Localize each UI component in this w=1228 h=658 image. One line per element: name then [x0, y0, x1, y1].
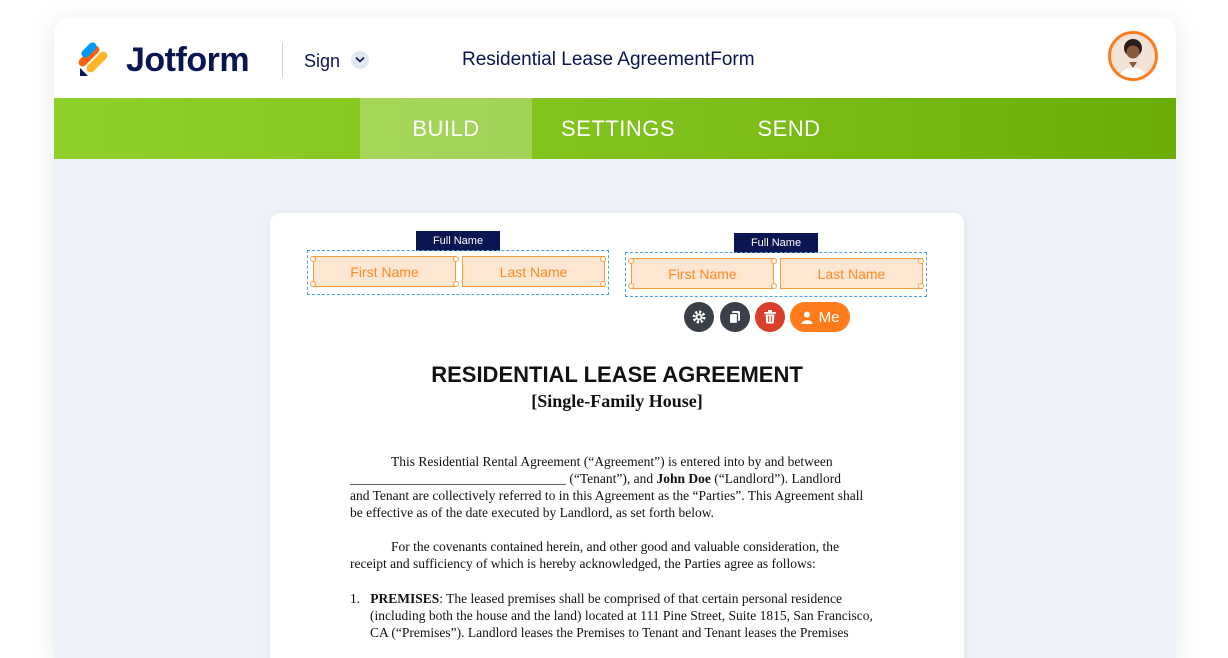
resize-handle[interactable]	[310, 281, 316, 287]
premises-line: (including both the house and the land) located at 111 Pine Street, Suite 1815, San Francisco,	[370, 608, 873, 623]
tenant-blank: ________________________________ (“Tenant”), and	[350, 471, 657, 486]
avatar-portrait-icon	[1111, 34, 1155, 78]
full-name-field[interactable]	[307, 250, 609, 295]
product-menu-toggle[interactable]	[351, 51, 369, 69]
duplicate-field-button[interactable]	[720, 302, 750, 332]
resize-handle[interactable]	[628, 258, 634, 264]
delete-field-button[interactable]	[755, 302, 785, 332]
tab-settings-label: SETTINGS	[560, 115, 675, 141]
intro-line: and Tenant are collectively referred to in this Agreement as the “Parties”. This Agreement shall	[350, 488, 864, 503]
tab-send[interactable]	[704, 98, 874, 159]
clause-text: : The leased premises shall be comprised of that certain personal residence	[439, 591, 843, 606]
resize-handle[interactable]	[600, 256, 606, 262]
document-page	[270, 213, 964, 658]
product-menu-label[interactable]: Sign	[304, 51, 341, 71]
builder-nav	[54, 98, 1176, 159]
resize-handle[interactable]	[310, 256, 316, 262]
document-subtitle: [Single-Family House]	[531, 391, 703, 411]
last-name-input[interactable]: Last Name	[462, 256, 605, 287]
assign-to-me-button[interactable]	[790, 302, 850, 332]
trash-icon	[763, 309, 777, 325]
resize-handle[interactable]	[453, 281, 459, 287]
covenant-line: receipt and sufficiency of which is hereby acknowledged, the Parties agree as follows:	[350, 556, 816, 571]
resize-handle[interactable]	[918, 283, 924, 289]
tab-send-label: SEND	[757, 115, 821, 141]
landlord-name: John Doe	[656, 471, 711, 486]
field-tag: Full Name	[416, 231, 500, 251]
clause-number: 1.	[350, 591, 361, 606]
intro-line: be effective as of the date executed by Landlord, as set forth below.	[350, 505, 714, 520]
resize-handle[interactable]	[628, 283, 634, 289]
resize-handle[interactable]	[771, 258, 777, 264]
full-name-field-selected[interactable]	[625, 252, 927, 297]
resize-handle[interactable]	[771, 283, 777, 289]
first-name-input[interactable]: First Name	[313, 256, 456, 287]
duplicate-icon	[727, 309, 743, 325]
field-settings-button[interactable]	[684, 302, 714, 332]
app-window	[54, 18, 1176, 658]
premises-line: CA (“Premises”). Landlord leases the Premises to Tenant and Tenant leases the Premises	[370, 625, 849, 640]
tab-settings[interactable]	[532, 98, 704, 159]
resize-handle[interactable]	[600, 281, 606, 287]
brand-name[interactable]: Jotform	[126, 41, 250, 79]
user-icon	[801, 311, 813, 324]
first-name-input[interactable]: First Name	[631, 258, 774, 289]
last-name-input[interactable]: Last Name	[780, 258, 923, 289]
chevron-down-icon	[355, 56, 365, 64]
jotform-logo-icon[interactable]	[78, 42, 112, 78]
premises-clause	[350, 590, 880, 641]
gear-icon	[691, 309, 707, 325]
intro-line: This Residential Rental Agreement (“Agreement”) is entered into by and between	[391, 454, 833, 469]
user-avatar[interactable]	[1108, 31, 1158, 81]
field-tag: Full Name	[734, 233, 818, 253]
clause-heading: PREMISES	[370, 591, 440, 606]
covenant-paragraph	[350, 538, 880, 572]
resize-handle[interactable]	[453, 256, 459, 262]
resize-handle[interactable]	[918, 258, 924, 264]
covenant-line: For the covenants contained herein, and other good and valuable consideration, the	[391, 539, 839, 554]
tab-build[interactable]	[360, 98, 532, 159]
intro-paragraph	[350, 453, 880, 521]
form-title[interactable]: Residential Lease AgreementForm	[462, 49, 755, 70]
landlord-role: (“Landlord”). Landlord	[710, 471, 841, 486]
document-title: RESIDENTIAL LEASE AGREEMENT	[431, 362, 803, 387]
intro-line	[350, 470, 880, 487]
premises-line	[350, 590, 880, 607]
header-divider	[282, 42, 283, 78]
top-bar	[54, 18, 1176, 98]
tab-build-label: BUILD	[412, 115, 480, 141]
assign-to-me-label: Me	[818, 308, 840, 326]
